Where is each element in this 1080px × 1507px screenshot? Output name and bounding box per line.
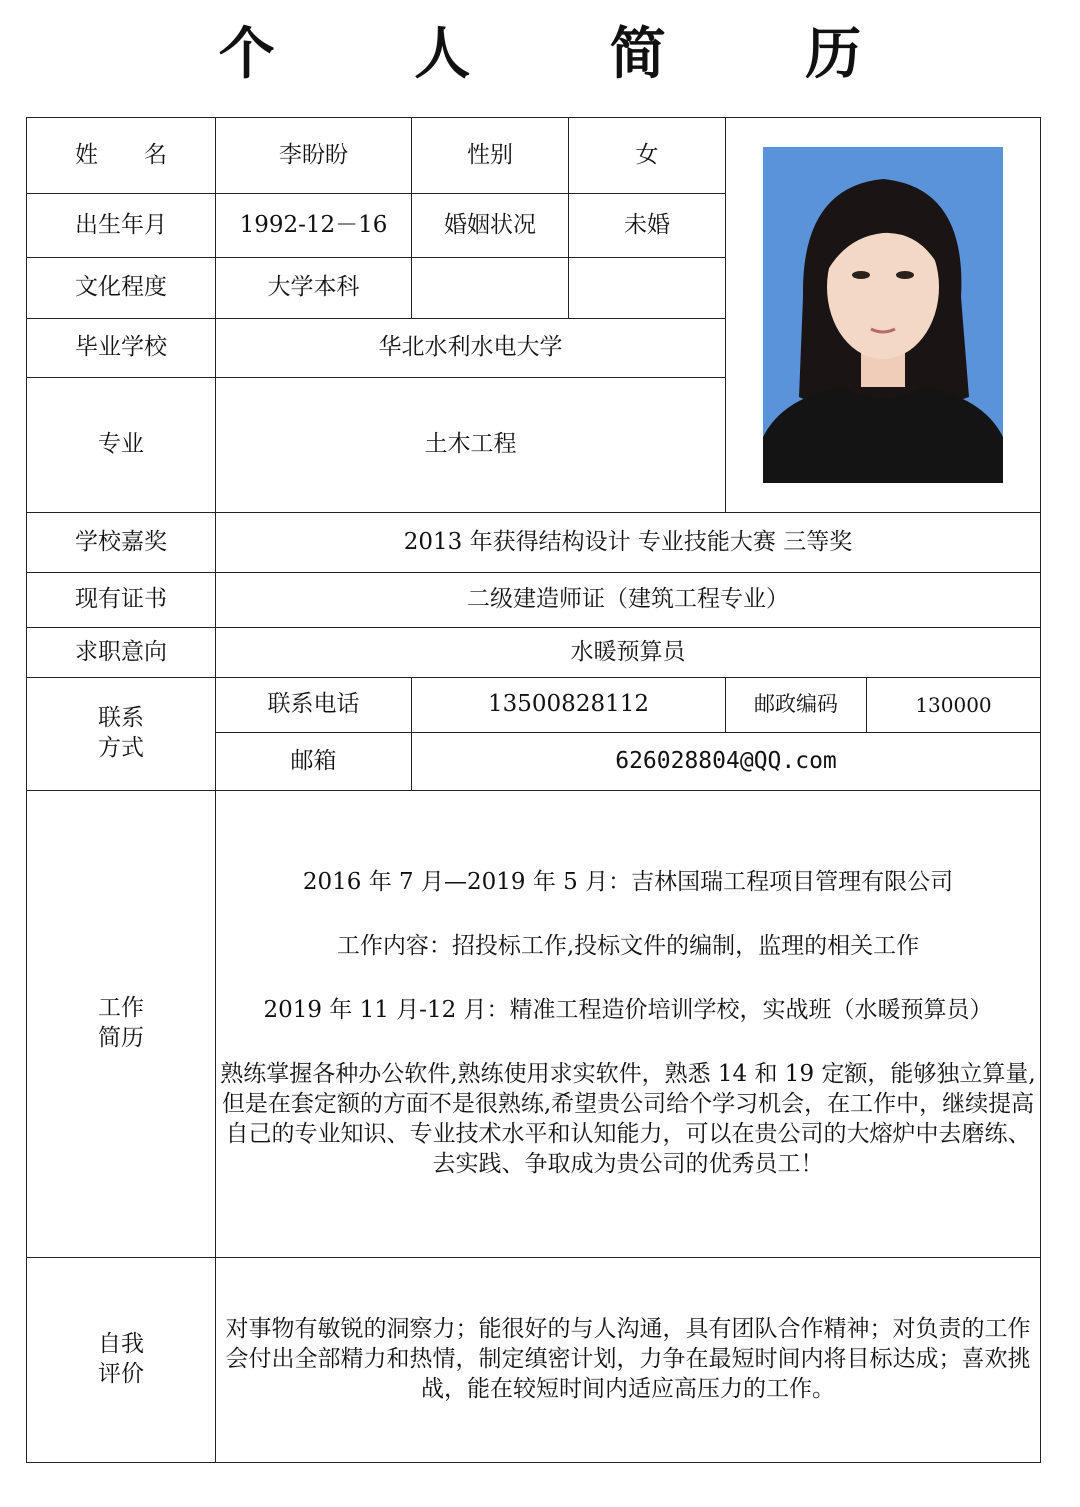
gender-label: 性别 bbox=[412, 118, 569, 194]
certificate-value: 二级建造师证（建筑工程专业） bbox=[216, 573, 1041, 628]
marital-label: 婚姻状况 bbox=[412, 194, 569, 258]
self-label-line2: 评价 bbox=[98, 1361, 144, 1387]
work-line: 工作内容：招投标工作,投标文件的编制，监理的相关工作 bbox=[336, 933, 920, 960]
phone-value: 13500828112 bbox=[412, 678, 726, 733]
email-label: 邮箱 bbox=[216, 733, 412, 791]
resume-title: 个 人 简 历 bbox=[218, 21, 922, 87]
work-content bbox=[216, 791, 1041, 1258]
work-label-line1: 工作 bbox=[98, 995, 144, 1022]
portrait-photo bbox=[763, 147, 1003, 483]
empty-cell bbox=[412, 258, 569, 319]
school-value: 华北水利水电大学 bbox=[216, 319, 726, 378]
name-label: 姓 名 bbox=[27, 118, 216, 194]
zip-value: 130000 bbox=[867, 678, 1041, 733]
work-paragraph: 熟练掌握各种办公软件,熟练使用求实软件，熟悉 14 和 19 定额，能够独立算量,但是在套定额的方面不是很熟练,希望贵公司给个学习机会，在工作中，继续提高自己的专业知识、专业技术水平和认知能力，可以在贵公司的大熔炉中去磨练、去实践、争取成为贵公司的优秀员工！ bbox=[220, 1061, 1036, 1177]
photo-cell bbox=[726, 118, 1041, 513]
major-value: 土木工程 bbox=[216, 378, 726, 513]
self-paragraph: 对事物有敏锐的洞察力；能很好的与人沟通，具有团队合作精神；对负责的工作会付出全部精力和热情，制定缜密计划，力争在最短时间内将目标达成；喜欢挑战，能在较短时间内适应高压力的工作。 bbox=[225, 1316, 1031, 1402]
education-value: 大学本科 bbox=[216, 258, 412, 319]
contact-label-line1: 联系 bbox=[98, 705, 144, 732]
school-label: 毕业学校 bbox=[27, 319, 216, 378]
birth-value: 1992-12－16 bbox=[216, 194, 412, 258]
work-line: 2019 年 11 月-12 月：精准工程造价培训学校，实战班（水暖预算员） bbox=[263, 997, 993, 1024]
work-line: 2016 年 7 月—2019 年 5 月：吉林国瑞工程项目管理有限公司 bbox=[302, 869, 954, 896]
self-label-line1: 自我 bbox=[98, 1331, 144, 1358]
major-label: 专业 bbox=[27, 378, 216, 513]
intent-value: 水暖预算员 bbox=[216, 628, 1041, 678]
email-value: 626028804@QQ.com bbox=[412, 733, 1041, 791]
self-content bbox=[216, 1258, 1041, 1463]
gender-value: 女 bbox=[569, 118, 726, 194]
intent-label: 求职意向 bbox=[27, 628, 216, 678]
work-label bbox=[27, 791, 216, 1258]
contact-label-line2: 方式 bbox=[98, 735, 144, 761]
work-label-line2: 简历 bbox=[98, 1025, 144, 1051]
zip-label: 邮政编码 bbox=[726, 678, 867, 733]
awards-label: 学校嘉奖 bbox=[27, 513, 216, 573]
phone-label: 联系电话 bbox=[216, 678, 412, 733]
empty-cell bbox=[569, 258, 726, 319]
resume-table bbox=[26, 117, 1041, 1463]
awards-value: 2013 年获得结构设计 专业技能大赛 三等奖 bbox=[216, 513, 1041, 573]
education-label: 文化程度 bbox=[27, 258, 216, 319]
self-label bbox=[27, 1258, 216, 1463]
birth-label: 出生年月 bbox=[27, 194, 216, 258]
contact-label bbox=[27, 678, 216, 791]
certificate-label: 现有证书 bbox=[27, 573, 216, 628]
marital-value: 未婚 bbox=[569, 194, 726, 258]
name-value: 李盼盼 bbox=[216, 118, 412, 194]
